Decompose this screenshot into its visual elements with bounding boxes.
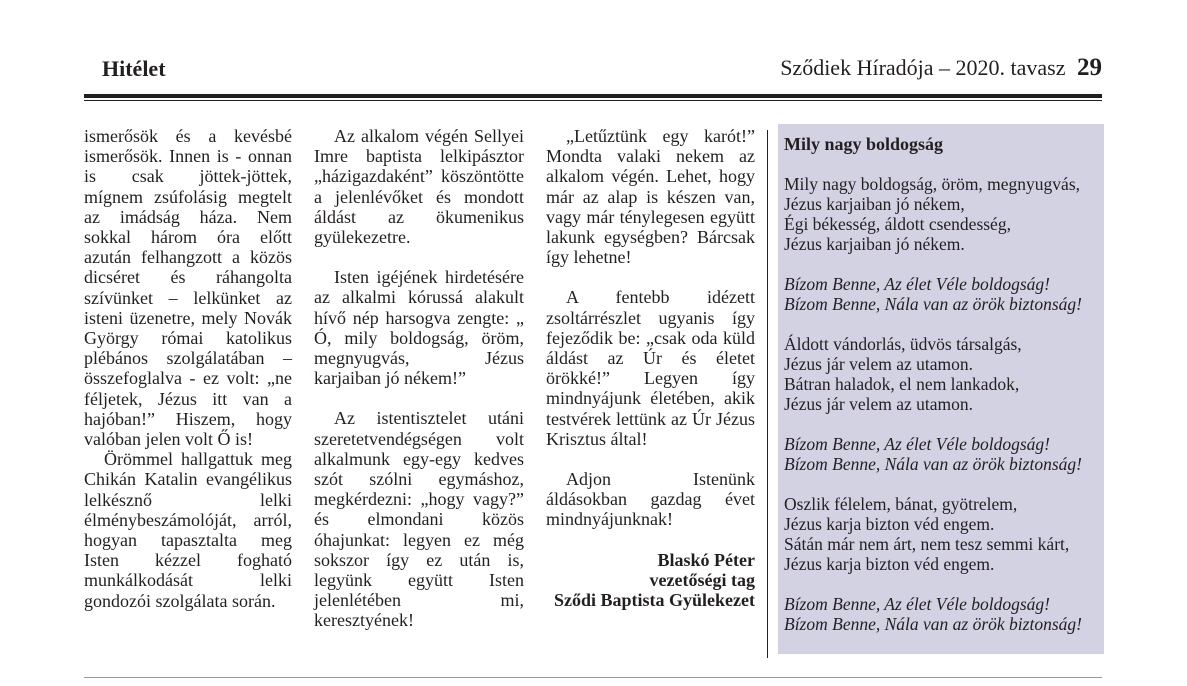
- hymn-stanza: [784, 334, 1098, 414]
- author-signature: [546, 550, 755, 611]
- page-header: [102, 52, 1102, 92]
- paragraph: Örömmel hallgattuk meg Chikán Katalin evangélikus lelkésznő lelki élménybeszámolóját, arról, hogyan tapasztalta meg Isten kézzel fogható munkálkodását lelki gondozói szolgálata során.: [84, 449, 292, 611]
- hymn-line: Égi békesség, áldott csendesség,: [784, 214, 1011, 234]
- hymn-line: Jézus karjaiban jó nékem.: [784, 234, 965, 254]
- paragraph: Adjon Istenünk áldásokban gazdag évet mindnyájunknak!: [546, 469, 755, 530]
- paragraph: A fentebb idézett zsoltárrészlet ugyanis így fejeződik be: „csak oda küld áldást az Úr és életet örökké!” Legyen így mindnyájunk életében, akik testvérek lettünk az Úr Jézus Krisztus által!: [546, 287, 755, 449]
- paragraph: ismerősök és a kevésbé ismerősök. Innen is - onnan is csak jöttek-jöttek, mígnem zsúfolásig megtelt az imádság háza. Nem sokkal három óra előtt azután felhangzott a közös dicséret és ráhangolta szívünket – lelkünket az isteni üzenetre, mely Novák György római katolikus plébános szolgálatában – összefoglalva - ez volt: „ne féljetek, Jézus itt van a hajóban!” Hiszem, hogy valóban jelen volt Ő is!: [84, 126, 292, 450]
- hymn-line: Mily nagy boldogság, öröm, megnyugvás,: [784, 174, 1081, 194]
- hymn-line: Jézus karja bizton véd engem.: [784, 514, 995, 534]
- hymn-line: Bízom Benne, Az élet Véle boldogság!: [784, 434, 1051, 454]
- paragraph: Az alkalom végén Sellyei Imre baptista lelkipásztor „házigazdaként” köszöntötte a jelenlévőket és mondott áldást az ökumenikus gyülekezetre.: [314, 126, 524, 248]
- column-divider: [767, 130, 768, 658]
- hymn-line: Jézus karjaiban jó nékem,: [784, 194, 965, 214]
- publication-title: Sződiek Híradója – 2020. tavasz: [780, 55, 1066, 80]
- page-number: 29: [1077, 54, 1102, 81]
- article-column-1: [84, 126, 292, 611]
- article-column-2: [314, 126, 524, 631]
- hymn-line: Sátán már nem árt, nem tesz semmi kárt,: [784, 534, 1070, 554]
- hymn-stanza: [784, 174, 1098, 254]
- hymn-line: Bátran haladok, el nem lankadok,: [784, 374, 1020, 394]
- hymn-line: Áldott vándorlás, üdvös társalgás,: [784, 334, 1022, 354]
- hymn-refrain: [784, 594, 1098, 634]
- hymn-refrain: [784, 274, 1098, 314]
- footer-rule: [84, 677, 1102, 678]
- hymn-stanza: [784, 494, 1098, 574]
- hymn-line: Bízom Benne, Nála van az örök biztonság!: [784, 294, 1082, 314]
- hymn-line: Bízom Benne, Az élet Véle boldogság!: [784, 594, 1051, 614]
- hymn-line: Bízom Benne, Nála van az örök biztonság!: [784, 454, 1082, 474]
- author-organization: Sződi Baptista Gyülekezet: [554, 590, 755, 611]
- paragraph: Isten igéjének hirdetésére az alkalmi kórussá alakult hívő nép harsogva zengte: „ Ó, mily boldogság, öröm, megnyugvás, Jézus karjaiban jó nékem!”: [314, 267, 524, 389]
- author-name: Blaskó Péter: [657, 549, 755, 570]
- author-role: vezetőségi tag: [649, 569, 755, 590]
- hymn-line: Jézus jár velem az utamon.: [784, 394, 974, 414]
- header-rule-thin: [84, 100, 1102, 101]
- header-rule-thick: [84, 94, 1102, 98]
- hymn-sidebar: [778, 124, 1104, 654]
- hymn-line: Bízom Benne, Az élet Véle boldogság!: [784, 274, 1051, 294]
- paragraph: Az istentisztelet utáni szeretetvendégségen volt alkalmunk egy-egy kedves szót szólni egymáshoz, megkérdezni: „hogy vagy?” és elmondani közös óhajunkat: legyen ez még sokszor így ez után is, legyünk együtt Isten jelenlétében mi, keresztyének!: [314, 408, 524, 631]
- section-title: Hitélet: [102, 56, 166, 81]
- hymn-line: Jézus karja bizton véd engem.: [784, 554, 995, 574]
- publication-info: [780, 54, 1102, 82]
- hymn-title: Mily nagy boldogság: [784, 134, 944, 154]
- article-column-3: [546, 126, 755, 610]
- hymn-line: Oszlik félelem, bánat, gyötrelem,: [784, 494, 1018, 514]
- hymn-refrain: [784, 434, 1098, 474]
- hymn-line: Jézus jár velem az utamon.: [784, 354, 974, 374]
- hymn-line: Bízom Benne, Nála van az örök biztonság!: [784, 614, 1082, 634]
- paragraph: „Letűztünk egy karót!” Mondta valaki nekem az alkalom végén. Lehet, hogy már az alap is készen van, vagy már ténylegesen együtt lakunk egységben? Bárcsak így lehetne!: [546, 126, 755, 268]
